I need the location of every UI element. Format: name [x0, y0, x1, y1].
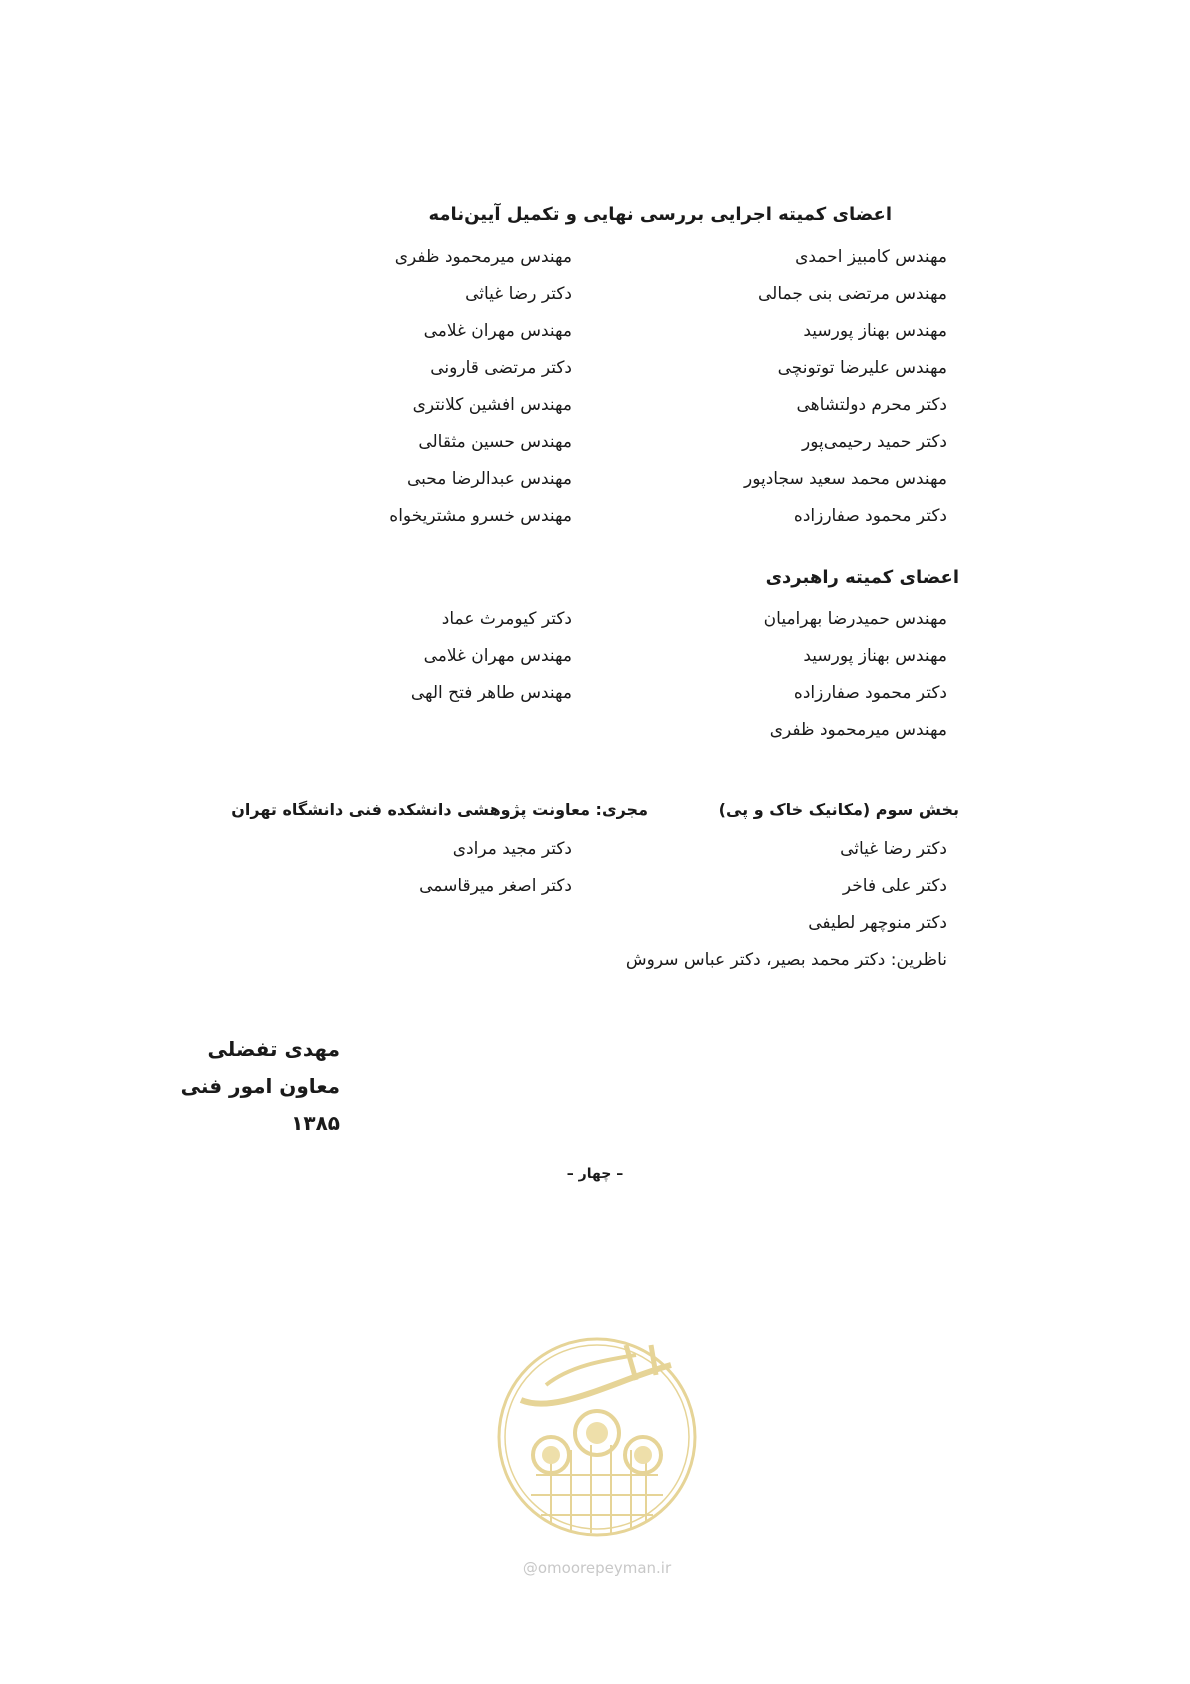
exec-member-right: دکتر حمید رحیمی‌پور: [802, 432, 947, 452]
exec-committee-title: اعضای کمیته اجرایی بررسی نهایی و تکمیل آیین‌نامه: [428, 204, 892, 225]
exec-member-right: مهندس بهناز پورسید: [803, 321, 947, 341]
section-three-observers: ناظرین: دکتر محمد بصیر، دکتر عباس سروش: [625, 950, 947, 970]
watermark-site: @omoorepeyman.ir: [522, 1559, 672, 1577]
exec-member-right: مهندس کامبیز احمدی: [795, 247, 947, 267]
section-three-member-right: دکتر منوچهر لطیفی: [808, 913, 947, 933]
section-three-executor: مجری: معاونت پژوهشی دانشکده فنی دانشگاه تهران: [231, 800, 648, 819]
exec-member-right: مهندس مرتضی بنی جمالی: [758, 284, 947, 304]
strategic-member-right: مهندس میرمحمود ظفری: [769, 720, 947, 740]
section-three-member-right: دکتر علی فاخر: [842, 876, 947, 896]
exec-member-right: دکتر محمود صفارزاده: [793, 506, 947, 526]
section-three-member-left: دکتر اصغر میرقاسمی: [419, 876, 572, 896]
exec-member-left: مهندس میرمحمود ظفری: [394, 247, 572, 267]
strategic-member-right: مهندس حمیدرضا بهرامیان: [763, 609, 947, 629]
section-three-title: بخش سوم (مکانیک خاک و پی): [718, 800, 959, 819]
signature-role: معاون امور فنی: [180, 1074, 340, 1098]
section-three-member-left: دکتر مجید مرادی: [452, 839, 572, 859]
exec-member-left: مهندس مهران غلامی: [423, 321, 572, 341]
watermark-logo: [486, 1325, 708, 1580]
exec-member-left: مهندس افشین کلانتری: [412, 395, 572, 415]
exec-member-right: دکتر محرم دولتشاهی: [796, 395, 947, 415]
strategic-member-right: مهندس بهناز پورسید: [803, 646, 947, 666]
exec-member-right: مهندس علیرضا توتونچی: [777, 358, 947, 378]
section-three-member-right: دکتر رضا غیاثی: [840, 839, 947, 859]
exec-member-left: دکتر رضا غیاثی: [465, 284, 572, 304]
strategic-member-left: مهندس مهران غلامی: [423, 646, 572, 666]
signature-name: مهدی تفضلی: [207, 1037, 340, 1061]
strategic-member-right: دکتر محمود صفارزاده: [793, 683, 947, 703]
page-number: – چهار –: [566, 1166, 624, 1182]
strategic-committee-title: اعضای کمیته راهبردی: [765, 567, 959, 588]
strategic-member-left: مهندس طاهر فتح الهی: [410, 683, 572, 703]
signature-year: ۱۳۸۵: [291, 1111, 340, 1135]
exec-member-left: مهندس حسین مثقالی: [418, 432, 572, 452]
exec-member-left: مهندس خسرو مشتریخواه: [389, 506, 572, 526]
exec-member-right: مهندس محمد سعید سجادپور: [744, 469, 947, 489]
strategic-member-left: دکتر کیومرث عماد: [441, 609, 572, 629]
exec-member-left: دکتر مرتضی قارونی: [430, 358, 572, 378]
exec-member-left: مهندس عبدالرضا محبی: [406, 469, 572, 489]
